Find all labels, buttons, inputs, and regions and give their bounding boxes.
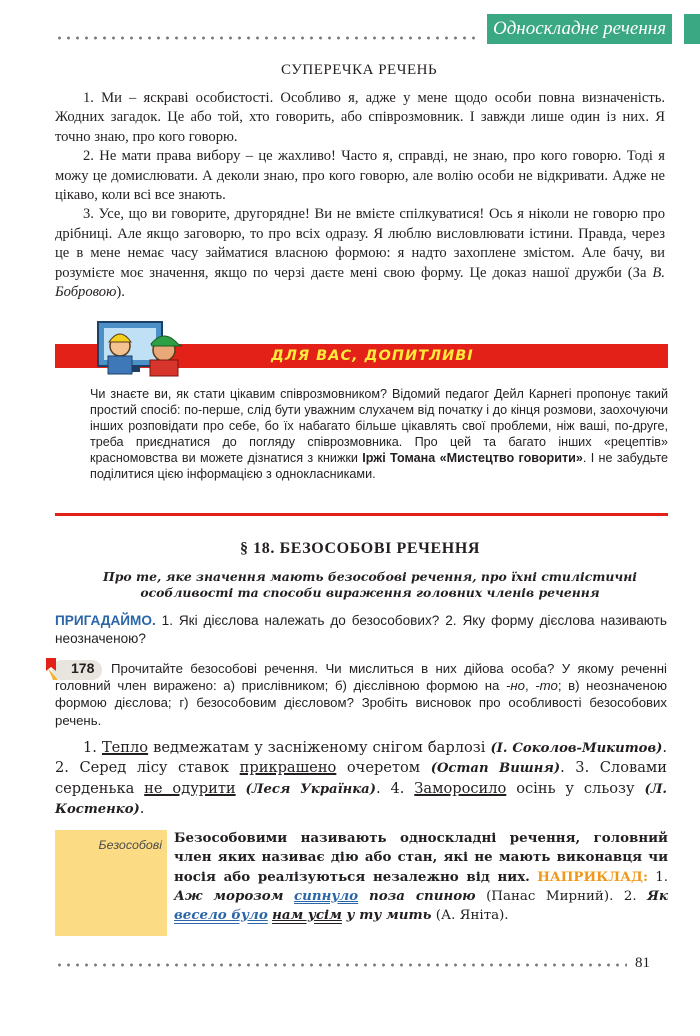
rule-example-1-predicate: сипнуло [293, 887, 359, 904]
example-1-predicate: Тепло [101, 739, 149, 756]
paragraph-subtitle: Про те, яке значення мають безособові речення, про їхні стилістичні особливості та способи вираження головних членів речення [103, 569, 637, 600]
rule-example-2-end: у ту мить [341, 907, 432, 924]
rule-definition-block [174, 829, 668, 925]
curious-text [90, 386, 668, 483]
curious-banner-title: ДЛЯ ВАС, ДОПИТЛИВІ [271, 348, 474, 364]
example-1-rest: ведмежатам у засніженому снігом барлозі [148, 739, 491, 756]
example-2-rest: очеретом [336, 759, 431, 777]
page-number: 81 [635, 955, 650, 971]
rule-example-1-source: (Панас Мирний). 2. [475, 888, 648, 904]
section-tab: Односкладне речення [487, 14, 672, 44]
example-3-number: . 3. Словами серденька [55, 759, 667, 797]
rule-example-2-predicate: весело було [174, 907, 268, 924]
dispute-paragraph-2: 2. Не мати права вибору – це жахливо! Часто я, справді, не знаю, про кого говорю. Тоді я можу це домислювати. А деколи знаю, про кого говорю, але волію особи не відкривати. Адже не цікаво, коли всі все знають. [55, 148, 665, 204]
rule-definition: Безособовими називають односкладні речення, головний член яких називає дію або стан, які не мають виконавця чи носія або реалізуються незалежно від них. [174, 830, 668, 885]
rule-example-1-number: 1. [647, 869, 668, 885]
curious-book-title: Іржі Томана «Мистецтво говорити» [362, 451, 583, 466]
example-paragraph [55, 738, 667, 820]
example-4-predicate: Заморосило [414, 779, 507, 797]
example-1-source: (І. Соколов-Микитов) [490, 741, 663, 756]
rule-example-1-end: поза спиною [358, 887, 476, 904]
exercise-text-a: Прочитайте безособові речення. Чи мислиться в них дійова особа? У якому реченні головний член виражено: а) прислівником; б) дієслівною формою на [55, 661, 667, 694]
curious-bottom-rule [55, 513, 668, 516]
dispute-author-close: ). [116, 284, 125, 301]
exercise-text-b: ; в) неозначеною формою дієслова; г) безособовим дієсловом? Зробіть висновок про особливості безособових речень. [55, 678, 668, 728]
curious-text-end: . І не забудьте поділитися цією інформацією з однокласниками. [90, 451, 668, 482]
side-accent-bar [684, 14, 700, 44]
example-2-number: . 2. Серед лісу ставок [55, 739, 667, 777]
exercise-sep: , [524, 678, 536, 694]
paragraph-heading: § 18. БЕЗОСОБОВІ РЕЧЕННЯ [239, 540, 481, 557]
exercise-number: 178 [71, 660, 95, 676]
recall-lead: ПРИГАДАЙМО. [55, 613, 156, 628]
rule-example-2-object: нам усім [272, 907, 342, 924]
curious-paragraph [90, 386, 668, 483]
dispute-title: СУПЕРЕЧКА РЕЧЕНЬ [280, 62, 438, 78]
dispute-paragraph-1: 1. Ми – яскраві особистості. Особливо я, адже у мене щодо особи повна визначеність. Жодних загадок. Це або той, хто говорить, або співрозмовник. І завжди лише один із них. Я точно знаю, про кого говорю. [55, 90, 665, 145]
example-4-number: . 4. [375, 779, 415, 797]
example-sentences [55, 738, 667, 820]
example-2-predicate: прикрашено [239, 759, 337, 777]
rule-example-2-start: Як [647, 887, 668, 904]
example-4-rest: осінь у сльозу [506, 779, 645, 797]
example-1-number: 1. [83, 739, 102, 756]
example-2-source: (Остап Вишня) [430, 761, 561, 777]
example-4-source: (Л. Костенко) [55, 781, 667, 818]
rule-example-label: НАПРИКЛАД: [537, 868, 648, 885]
recall-text: 1. Які дієслова належать до безособових? 2. Яку форму дієслова називають неозначеною? [55, 613, 667, 646]
dispute-paragraph-3 [55, 205, 665, 302]
example-3-rest [236, 780, 246, 797]
rule-example-1-start: Аж морозом [174, 887, 284, 904]
recall-block [55, 612, 667, 647]
example-3-source: (Леся Українка) [245, 781, 376, 797]
example-3-predicate: не одурити [144, 779, 236, 797]
exercise-178 [55, 660, 667, 729]
bottom-dotted-rule [55, 963, 627, 967]
rule-label: Безособові [98, 838, 162, 852]
kids-at-computer-illustration [90, 320, 190, 378]
dispute-paragraph-3-text: 3. Усе, що ви говорите, другорядне! Ви не вмієте спілкуватися! Ось я ніколи не говорю про дрібниці. Але якщо заговорю, то про всіх одразу. Я люблю висловлювати істини. Правда, через це в мене немає часу займатися власною формою: я надто захоплене змістом. Але бачу, ви розумієте моє значення, якщо по черзі даєте мені свою форму. Це доказ нашої дружби (За [55, 206, 665, 281]
top-dotted-rule [55, 36, 475, 40]
dispute-text [55, 89, 665, 302]
rule-example-2-source: (А. Яніта). [431, 908, 509, 924]
curious-text-start: Чи знаєте ви, як стати цікавим співрозмовником? Відомий педагог Дейл Карнегі пропонує такий простий спосіб: по-перше, слід бути уважним слухачем від початку і до кінця розмови, заохочуючи інших розповідати про себе, бо їх набагато більше цікавлять свої проблеми, ніж ваші, по-друге, треба приєднатися до погляду співрозмовника. Про цей та багато інших «рецептів» красномовства ви можете дізнатися з книжки [90, 387, 668, 466]
dispute-author: В. Бобровою [55, 264, 665, 301]
exercise-suffix-2: -то [535, 678, 558, 694]
example-end: . [139, 800, 145, 818]
exercise-suffix-1: -но [505, 678, 525, 694]
